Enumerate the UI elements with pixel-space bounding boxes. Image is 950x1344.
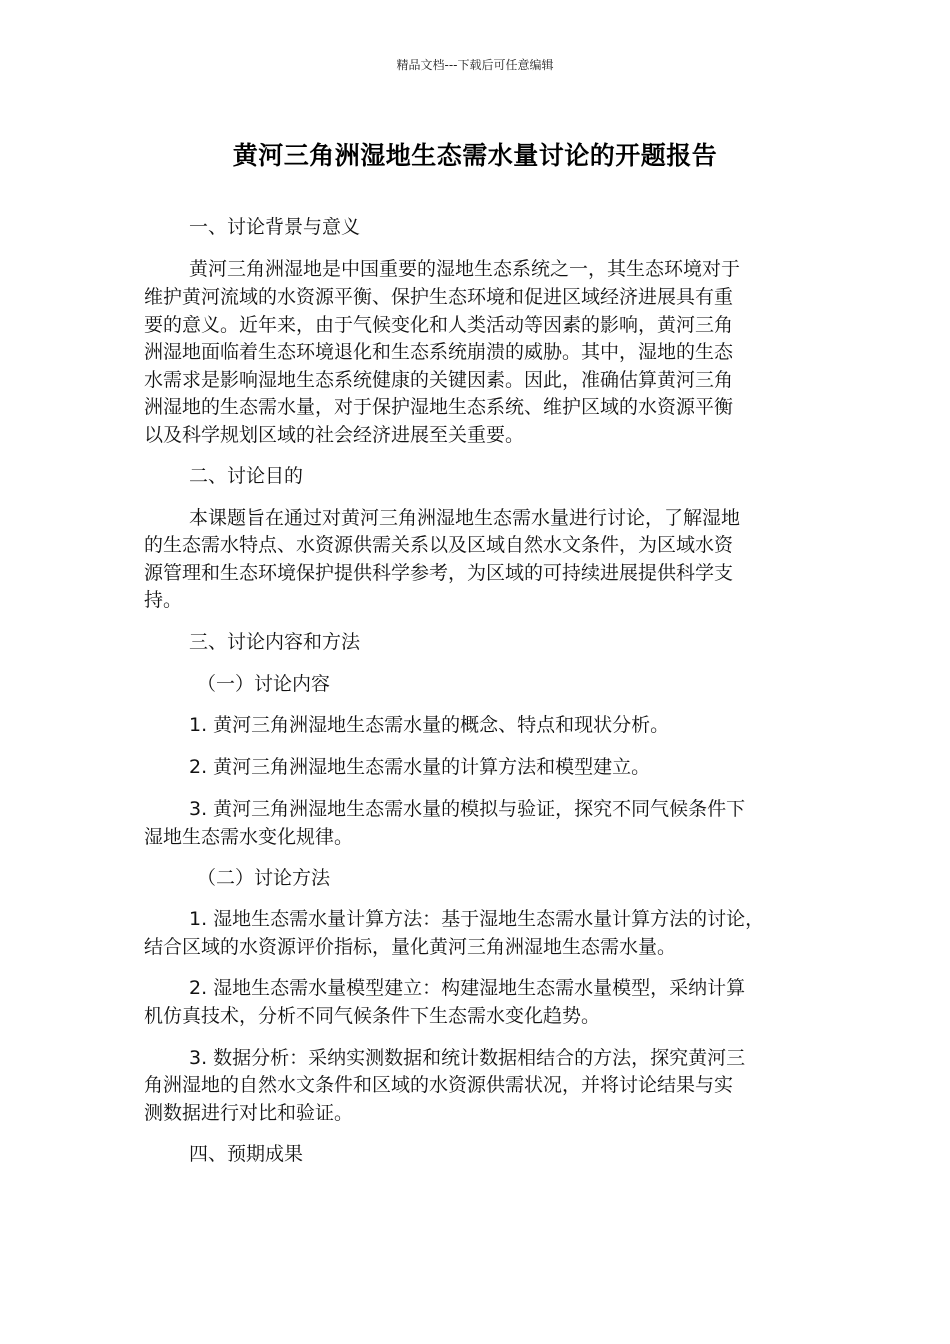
list-item-line: 2. 黄河三角洲湿地生态需水量的计算方法和模型建立。 [189, 756, 651, 778]
list-item-line: 2. 湿地生态需水量模型建立：构建湿地生态需水量模型，采纳计算 [189, 977, 746, 999]
list-item-line: 1. 湿地生态需水量计算方法：基于湿地生态需水量计算方法的讨论， [189, 908, 765, 930]
paragraph-line: 持。 [144, 589, 183, 611]
paragraph-line: 要的意义。近年来，由于气候变化和人类活动等因素的影响，黄河三角 [144, 314, 734, 336]
list-item-line: 3. 数据分析：采纳实测数据和统计数据相结合的方法，探究黄河三 [189, 1047, 746, 1069]
paragraph-line: 洲湿地的生态需水量，对于保护湿地生态系统、维护区域的水资源平衡 [144, 396, 734, 418]
section-heading-expected-results: 四、预期成果 [189, 1143, 304, 1165]
section-heading-content-methods: 三、讨论内容和方法 [189, 631, 361, 653]
header-note: 精品文档---下载后可任意编辑 [396, 58, 554, 72]
list-item-line: 3. 黄河三角洲湿地生态需水量的模拟与验证，探究不同气候条件下 [189, 798, 746, 820]
section-heading-purpose: 二、讨论目的 [189, 465, 304, 487]
document-title: 黄河三角洲湿地生态需水量讨论的开题报告 [232, 141, 718, 170]
list-item-line: 1. 黄河三角洲湿地生态需水量的概念、特点和现状分析。 [189, 714, 670, 736]
subsection-heading-content: （一）讨论内容 [197, 673, 331, 695]
paragraph-line: 源管理和生态环境保护提供科学参考，为区域的可持续进展提供科学支 [144, 562, 734, 584]
paragraph-line: 本课题旨在通过对黄河三角洲湿地生态需水量进行讨论，了解湿地 [189, 507, 741, 529]
paragraph-line: 以及科学规划区域的社会经济进展至关重要。 [144, 424, 525, 446]
subsection-heading-methods: （二）讨论方法 [197, 867, 331, 889]
paragraph-line: 黄河三角洲湿地是中国重要的湿地生态系统之一，其生态环境对于 [189, 258, 741, 280]
list-item-line: 角洲湿地的自然水文条件和区域的水资源供需状况，并将讨论结果与实 [144, 1074, 734, 1096]
paragraph-line: 洲湿地面临着生态环境退化和生态系统崩溃的威胁。其中，湿地的生态 [144, 341, 734, 363]
list-item-line: 湿地生态需水变化规律。 [144, 826, 354, 848]
paragraph-line: 维护黄河流域的水资源平衡、保护生态环境和促进区域经济进展具有重 [144, 286, 734, 308]
paragraph-line: 水需求是影响湿地生态系统健康的关键因素。因此，准确估算黄河三角 [144, 369, 734, 391]
list-item-line: 机仿真技术，分析不同气候条件下生态需水变化趋势。 [144, 1005, 601, 1027]
section-heading-background: 一、讨论背景与意义 [189, 216, 361, 238]
list-item-line: 结合区域的水资源评价指标，量化黄河三角洲湿地生态需水量。 [144, 936, 677, 958]
paragraph-line: 的生态需水特点、水资源供需关系以及区域自然水文条件，为区域水资 [144, 534, 734, 556]
list-item-line: 测数据进行对比和验证。 [144, 1102, 354, 1124]
